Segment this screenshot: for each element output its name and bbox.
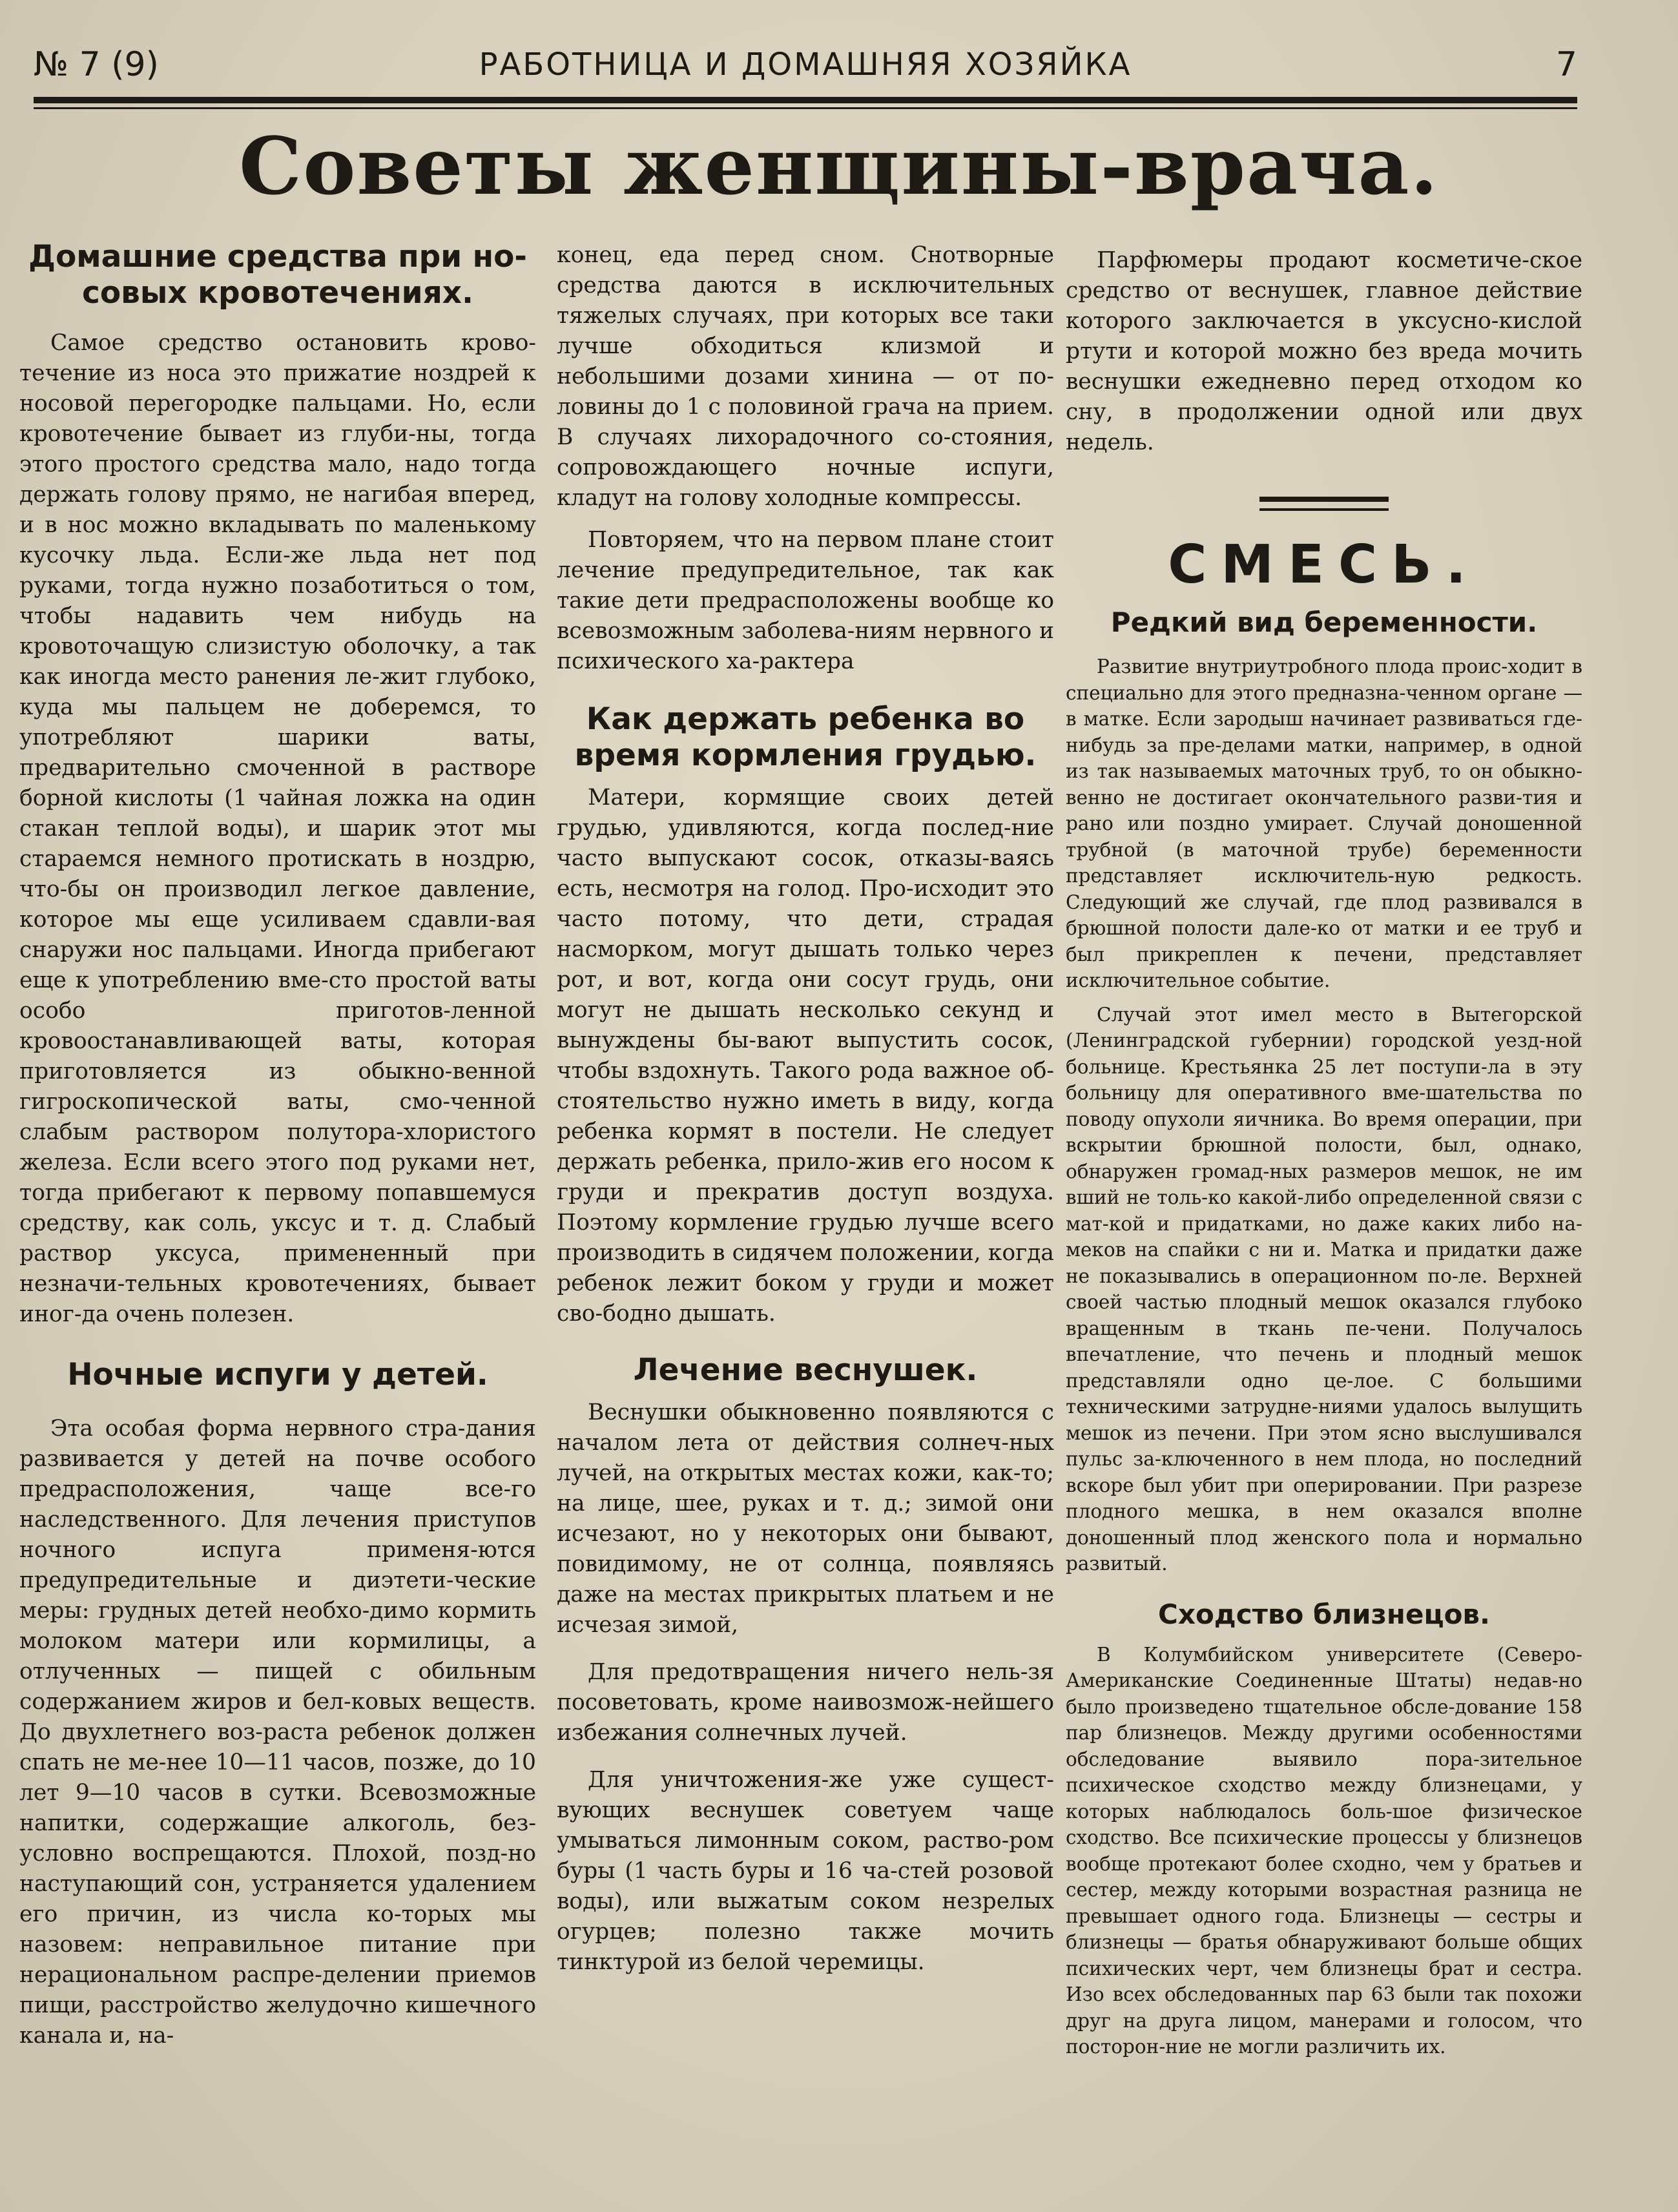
article-body-freckles-1: Веснушки обыкновенно появляются с началом лета от действия солнеч-ных лучей, на открытых местах кожи, как-то; на лице, шее, руках и т. д.; зимой они исчезают, но у некоторых они бывают, повидимому, не от солнца, появляясь даже на местах прикрытых платьем и не исчезая зимой, bbox=[557, 1400, 1054, 1638]
section-title-miscellany: СМЕСЬ. bbox=[1168, 534, 1480, 595]
article-body-breastfeeding: Матери, кормящие своих детей грудью, удивляются, когда послед-ние часто выпускают сосок, отказы-ваясь есть, несмотря на голод. Про-исходит это часто потому, что дети, страдая насморком, могут дышать только через рот, и вот, когда они сосут грудь, они могут не дышать несколько секунд и вынуждены бы-вают выпустить сосок, чтобы вздохнуть. Такого рода важное об-стоятельство нужно иметь в виду, когда ребенка кормят в постели. Не следует держать ребенка, прило-жив его носом к груди и прекратив доступ воздуха. Поэтому кормление грудью лучше всего производить в сидячем положении, когда ребенок лежит боком у груди и может сво-бодно дышать. bbox=[557, 785, 1054, 1327]
article-heading-nosebleed: Домашние средства при но-совых кровотечениях. bbox=[28, 239, 527, 311]
article-body-twins: В Колумбийском университете (Северо-Американские Соединенные Штаты) недав-но было произведено тщательное обсле-дование 158 пар близнецов. Между другими особенностями обследование выявило пора-зительное психическое сходство между близнецами, у которых наблюдалось боль-шое физическое сходство. Все психические процессы у близнецов вообще протекают более сходно, чем у братьев и сестер, между которыми возрастная разница не превышает одного года. Близнецы — сестры и близнецы — братья обнаруживают больше общих психических черт, чем близнецы брат и сестра. Изо всех обследованных пар 63 были так похожи друг на друга лицом, манерами и голосом, что посторон-ние не могли различить их. bbox=[1066, 1643, 1582, 2058]
newspaper-title: РАБОТНИЦА И ДОМАШНЯЯ ХОЗЯЙКА bbox=[479, 47, 1132, 83]
column-1 bbox=[19, 239, 536, 2051]
article-heading-twins: Сходство близнецов. bbox=[1158, 1598, 1490, 1630]
article-heading-breastfeeding: Как держать ребенка во время кормления грудью. bbox=[574, 701, 1037, 773]
article-body-rare-pregnancy-1: Развитие внутриутробного плода проис-ходит в специально для этого предназна-ченном органе — в матке. Если зародыш начинает развиваться где-нибудь за пре-делами матки, например, в одной из так называемых маточных труб, то он обыкно-венно не достигает окончательного разви-тия и рано или поздно умирает. Случай доношенной трубной (в маточной трубе) беременности представляет исключитель-ную редкость. Следующий же случай, где плод развивался в брюшной полости дале-ко от матки и ее труб и был прикреплен к печени, представляет исключительное событие. bbox=[1066, 656, 1582, 991]
article-body-freckles-2: Для предотвращения ничего нель-зя посоветовать, кроме наивозмож-нейшего избежания солнечных лучей. bbox=[557, 1659, 1054, 1746]
column-2 bbox=[557, 240, 1054, 1978]
article-body-rare-pregnancy-2: Случай этот имел место в Вытегорской (Ленинградской губернии) городской уезд-ной больнице. Крестьянка 25 лет поступи-ла в эту больницу для оперативного вме-шательства по поводу опухоли яичника. Во время операции, при вскрытии брюшной полости, был, однако, обнаружен громад-ных размеров мешок, не им вший не толь-ко какой-либо определенной связи с мат-кой и придатками, но даже каких либо на-меков на спайки с ни и. Матка и придатки даже не показывались в операционном по-ле. Верхней своей частью плодный мешок оказался глубоко вращенным в ткань пе-чени. Получалось впечатление, что печень и плодный мешок представляли одно це-лое. С большими техническими затрудне-ниями удалось вылущить мешок из печени. При этом ясно выслушивался пульс за-ключенного в нем плода, но последний вскоре был убит при оперировании. При разрезе плодного мешка, в нем оказался вполне доношенный плод женского пола и нормально развитый. bbox=[1066, 1003, 1582, 1575]
masthead bbox=[34, 39, 1577, 97]
article-heading-rare-pregnancy: Редкий вид беременности. bbox=[1110, 606, 1538, 638]
article-body-night-terrors-end: Повторяем, что на первом плане стоит лечение предупредительное, так как такие дети предрасположены вообще ко всевозможным заболева-ниям нервного и психического ха-рактера bbox=[557, 527, 1054, 674]
page-headline: Советы женщины-врача. bbox=[238, 119, 1439, 212]
header-rule bbox=[34, 97, 1577, 103]
article-body-night-terrors-cont: конец, еда перед сном. Снотворные средства даются в исключительных тяжелых случаях, при которых все таки лучше обходиться клизмой и небольшими дозами хинина — от по-ловины до 1 с половиной грача на прием. В случаях лихорадочного со-стояния, сопровождающего ночные испуги, кладут на голову холодные компрессы. bbox=[557, 242, 1054, 511]
article-body-freckles-3: Для уничтожения-же уже сущест-вующих веснушек советуем чаще умываться лимонным соком, раство-ром буры (1 часть буры и 16 ча-стей розовой воды), или выжатым соком незрелых огурцев; полезно также мочить тинктурой из белой черемицы. bbox=[557, 1767, 1054, 1975]
article-body-nosebleed: Самое средство остановить крово-течение из носа это прижатие ноздрей к носовой перегородке пальцами. Но, если кровотечение бывает из глуби-ны, тогда этого простого средства мало, надо тогда держать голову прямо, не нагибая вперед, и в нос можно вкладывать по маленькому кусочку льда. Если-же льда нет под руками, тогда нужно позаботиться о том, чтобы надавить чем нибудь на кровоточащую слизистую оболочку, а так как иногда место ранения ле-жит глубоко, куда мы пальцем не доберемся, то употребляют шарики ваты, предварительно смоченной в растворе борной кислоты (1 чайная ложка на один стакан теплой воды), и шарик этот мы стараемся немного протискать в ноздрю, что-бы он производил легкое давление, которое мы еще усиливаем сдавли-вая снаружи нос пальцами. Иногда прибегают еще к употреблению вме-сто простой ваты особо приготов-ленной кровоостанавливающей ваты, которая приготовляется из обыкно-венной гигроскопической ваты, смо-ченной слабым раствором полутора-хлористого железа. Если всего этого под руками нет, тогда прибегают к первому попавшемуся средству, как соль, уксус и т. д. Слабый раствор уксуса, примененный при незначи-тельных кровотечениях, бывает иног-да очень полезен. bbox=[19, 330, 536, 1327]
page-number: 7 bbox=[1555, 45, 1577, 84]
article-heading-night-terrors: Ночные испуги у детей. bbox=[67, 1357, 488, 1392]
header-rule-thin bbox=[34, 107, 1577, 109]
article-heading-freckles: Лечение веснушек. bbox=[633, 1352, 978, 1388]
article-body-night-terrors: Эта особая форма нервного стра-дания развивается у детей на почве особого предрасположения, чаще все-го наследственного. Для лечения приступов ночного испуга применя-ются предупредительные и диэтети-ческие меры: грудных детей необхо-димо кормить молоком матери или кормилицы, а отлученных — пищей с обильным содержанием жиров и бел-ковых веществ. До двухлетнего воз-раста ребенок должен спать не ме-нее 10—11 часов, позже, до 10 лет 9—10 часов в сутки. Всевозможные напитки, содержащие алкоголь, без-условно воспрещаются. Плохой, позд-но наступающий сон, устраняется удалением его причин, из числа ко-торых мы назовем: неправильное питание при нерациональном распре-делении приемов пищи, расстройство желудочно кишечного канала и, на- bbox=[19, 1416, 536, 2049]
section-divider bbox=[1259, 497, 1389, 511]
issue-number: № 7 (9) bbox=[34, 45, 159, 84]
column-3 bbox=[1066, 245, 1582, 2060]
article-body-freckles-end: Парфюмеры продают косметиче-ское средство от веснушек, главное действие которого заключается в уксусно-кислой ртути и которой можно без вреда мочить веснушки ежедневно перед отходом ко сну, в продолжении одной или двух недель. bbox=[1066, 247, 1582, 455]
